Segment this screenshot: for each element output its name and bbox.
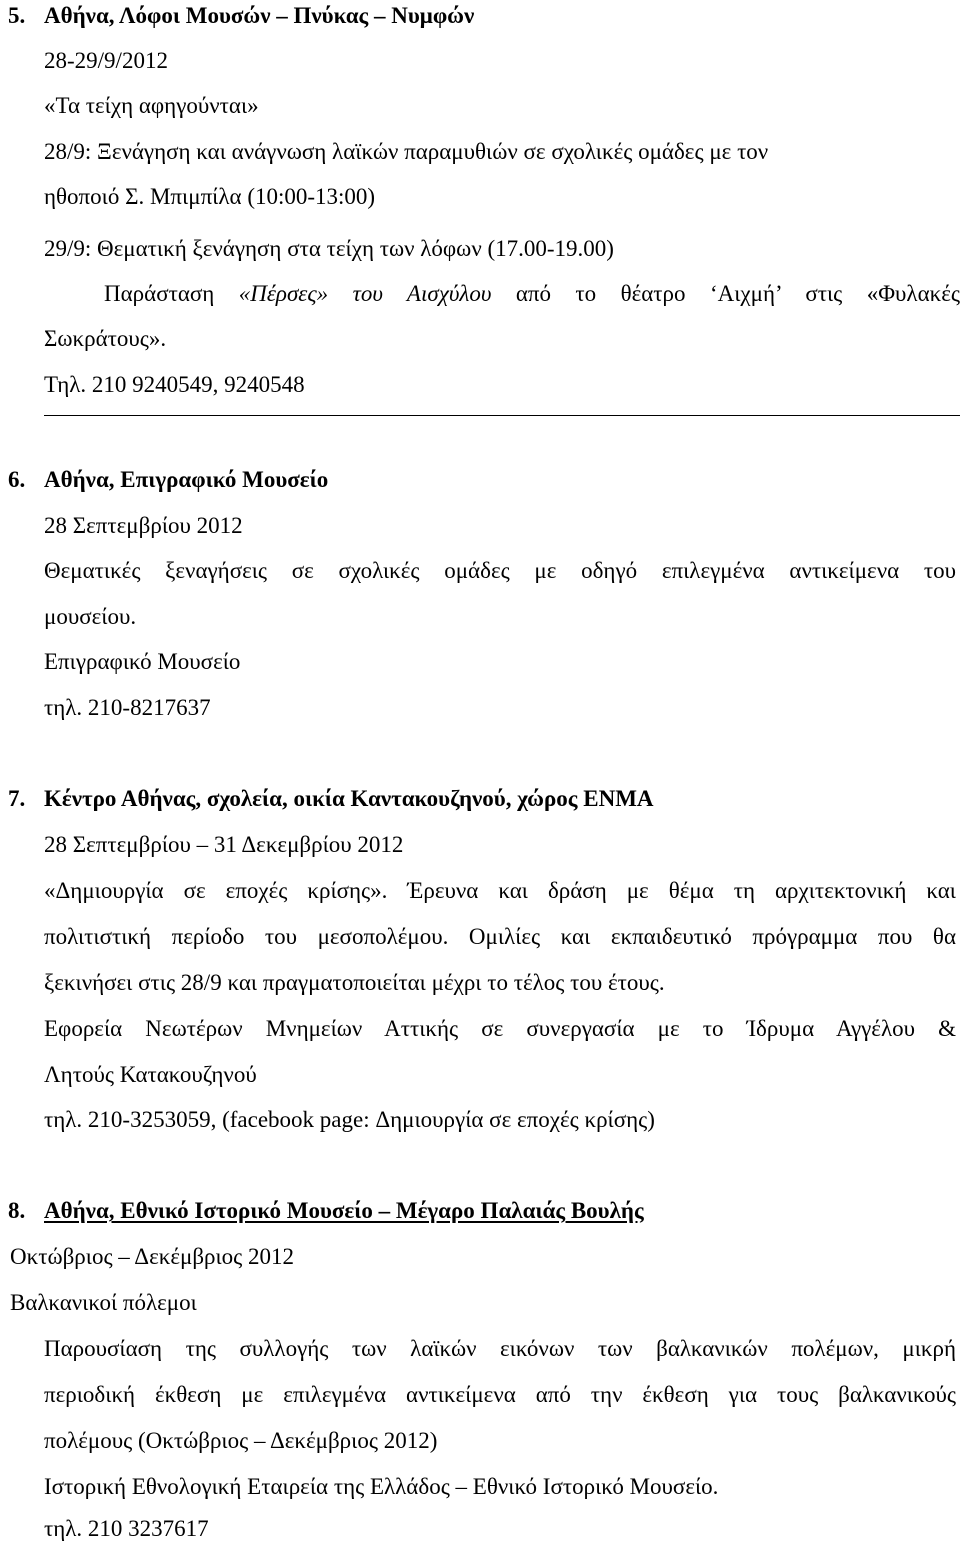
section-divider xyxy=(44,415,960,416)
section-7-text-line-4: Εφορεία Νεωτέρων Μνημείων Αττικής σε συνεργασία με το Ίδρυμα Αγγέλου & xyxy=(44,1016,956,1041)
section-5-title: Αθήνα, Λόφοι Μουσών – Πνύκας – Νυμφών xyxy=(44,3,475,28)
section-7-text-line-2: πολιτιστική περίοδο του μεσοπολέμου. Ομιλίες και εκπαιδευτικό πρόγραμμα που θα xyxy=(44,924,956,949)
section-5-text-line-4 xyxy=(104,271,960,317)
section-7-phone: τηλ. 210-3253059, (facebook page: Δημιουργία σε εποχές κρίσης) xyxy=(44,1107,655,1132)
section-8-subtitle: Βαλκανικοί πόλεμοι xyxy=(10,1290,197,1315)
section-5-subtitle: «Τα τείχη αφηγούνται» xyxy=(44,93,259,118)
section-6-organization: Επιγραφικό Μουσείο xyxy=(44,649,241,674)
section-7-title: Κέντρο Αθήνας, σχολεία, οικία Καντακουζηνού, χώρος ΕΝΜΑ xyxy=(44,786,654,811)
section-7-date: 28 Σεπτεμβρίου – 31 Δεκεμβρίου 2012 xyxy=(44,832,404,857)
section-5-text-line-2: ηθοποιό Σ. Μπιμπίλα (10:00-13:00) xyxy=(44,184,376,209)
section-5-text-line-1: 28/9: Ξενάγηση και ανάγνωση λαϊκών παραμυθιών σε σχολικές ομάδες με τον xyxy=(44,139,769,164)
section-5-text-line-3: 29/9: Θεματική ξενάγηση στα τείχη των λόφων (17.00-19.00) xyxy=(44,236,614,261)
section-6-text-line-1: Θεματικές ξεναγήσεις σε σχολικές ομάδες με οδηγό επιλεγμένα αντικείμενα του xyxy=(44,558,956,583)
section-5-phone: Τηλ. 210 9240549, 9240548 xyxy=(44,372,305,397)
section-8-phone: τηλ. 210 3237617 xyxy=(44,1516,209,1541)
section-8-title: Αθήνα, Εθνικό Ιστορικό Μουσείο – Μέγαρο Παλαιάς Βουλής xyxy=(44,1198,644,1223)
section-8-date: Οκτώβριος – Δεκέμβριος 2012 xyxy=(10,1244,295,1269)
section-8-organization: Ιστορική Εθνολογική Εταιρεία της Ελλάδος – Εθνικό Ιστορικό Μουσείο. xyxy=(44,1474,719,1499)
section-8-number: 8. xyxy=(8,1198,26,1223)
section-6-phone: τηλ. 210-8217637 xyxy=(44,695,211,720)
section-5-text-line-4-c: από το θέατρο ‘Αιχμή’ στις «Φυλακές xyxy=(491,281,960,306)
section-8-text-line-3: πολέμους (Οκτώβριος – Δεκέμβριος 2012) xyxy=(44,1428,438,1453)
section-6-date: 28 Σεπτεμβρίου 2012 xyxy=(44,513,243,538)
section-5-text-line-5: Σωκράτους». xyxy=(44,326,167,351)
section-8-text-line-2: περιοδική έκθεση με επιλεγμένα αντικείμενα από την έκθεση για τους βαλκανικούς xyxy=(44,1382,956,1407)
section-6-number: 6. xyxy=(8,467,26,492)
section-7-text-line-3: ξεκινήσει στις 28/9 και πραγματοποιείται μέχρι το τέλος του έτους. xyxy=(44,970,665,995)
section-6-title: Αθήνα, Επιγραφικό Μουσείο xyxy=(44,467,329,492)
section-5-play-title: «Πέρσες» του Αισχύλου xyxy=(238,281,492,306)
section-5-date: 28-29/9/2012 xyxy=(44,48,168,73)
section-7-text-line-1: «Δημιουργία σε εποχές κρίσης». Έρευνα και δράση με θέμα τη αρχιτεκτονική και xyxy=(44,878,956,903)
section-7-text-line-5: Λητούς Κατακουζηνού xyxy=(44,1062,257,1087)
section-5-text-line-4-a: Παράσταση xyxy=(104,281,239,306)
section-7-number: 7. xyxy=(8,786,26,811)
section-5-number: 5. xyxy=(8,3,26,28)
section-8-text-line-1: Παρουσίαση της συλλογής των λαϊκών εικόνων των βαλκανικών πολέμων, μικρή xyxy=(44,1336,956,1361)
section-6-text-line-2: μουσείου. xyxy=(44,604,137,629)
